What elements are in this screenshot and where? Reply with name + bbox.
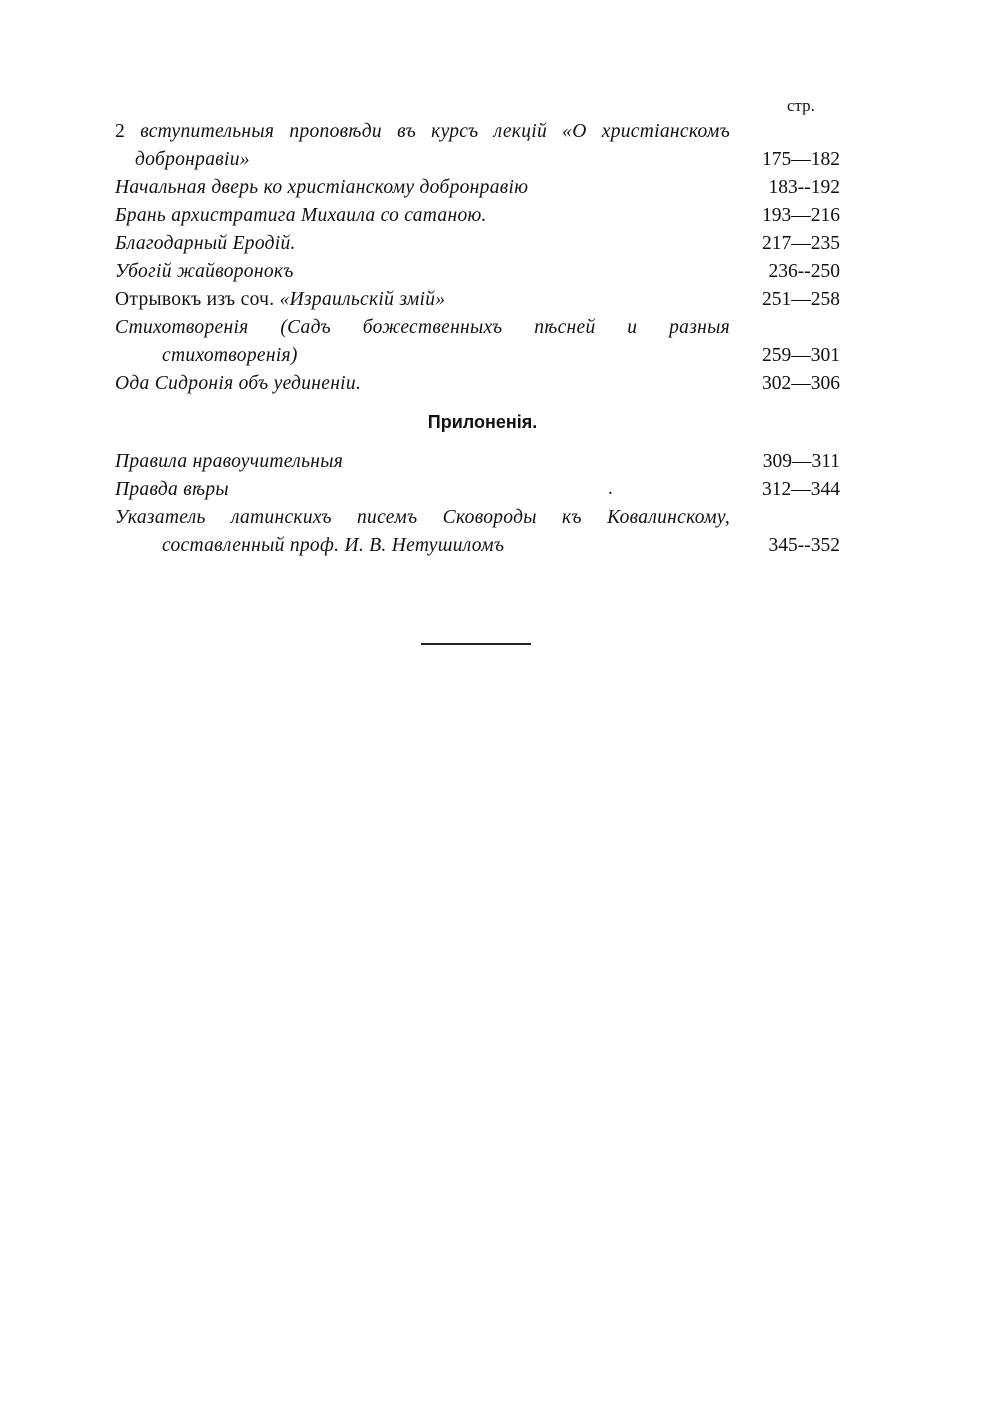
toc-entry bbox=[115, 314, 840, 370]
stray-dot-mark: . bbox=[608, 478, 613, 499]
appendix-heading: Прилоненія. bbox=[427, 412, 538, 432]
toc-entry-prefix: Отрывокъ изъ соч. bbox=[115, 289, 280, 310]
toc-entry-pages: 259—301 bbox=[762, 345, 840, 366]
toc-entry-pages: 302—306 bbox=[762, 373, 840, 394]
toc-entry-pages: 251—258 bbox=[762, 289, 840, 310]
toc-entry-prefix: 2 bbox=[115, 121, 141, 142]
toc-entry bbox=[115, 118, 840, 174]
toc-entry bbox=[115, 476, 840, 504]
toc-entry bbox=[115, 286, 840, 314]
toc-entry bbox=[115, 370, 840, 398]
toc-entry-title: Указатель латинскихъ писемъ Сковороды къ Ковалинскому, составленный проф. И. В. Нетушиломъ bbox=[115, 507, 730, 556]
toc-entry-pages: 309—311 bbox=[762, 451, 840, 472]
pages-column-header: стр. bbox=[787, 96, 815, 115]
toc-entry bbox=[115, 174, 840, 202]
toc-entry bbox=[115, 448, 840, 476]
toc-entry-title: Убогій жайворонокъ bbox=[115, 261, 294, 282]
toc-entry-pages: 312—344 bbox=[762, 479, 840, 500]
toc-appendix bbox=[115, 448, 840, 560]
toc-entry-title: Отрывокъ изъ соч. «Израильскій змій» bbox=[115, 289, 446, 310]
toc-entry-title: Стихотворенія (Садъ божественныхъ пѣсней и разныя стихотворенія) bbox=[115, 317, 730, 366]
toc-entry-title: Ода Сидронія объ уединеніи. bbox=[115, 373, 362, 394]
toc-entry-pages: 236--250 bbox=[768, 261, 840, 282]
toc-entry-title: Благодарный Еродій. bbox=[115, 233, 296, 254]
end-rule-divider bbox=[421, 643, 531, 645]
toc-entry-pages: 217—235 bbox=[762, 233, 840, 254]
toc-entry bbox=[115, 504, 840, 560]
toc-entry-title: Правила нравоучительныя bbox=[115, 451, 344, 472]
toc-entry-pages: 175—182 bbox=[762, 149, 840, 170]
toc-entry-pages: 183--192 bbox=[768, 177, 840, 198]
toc-entry bbox=[115, 202, 840, 230]
toc-entry bbox=[115, 258, 840, 286]
toc-entry-title: Начальная дверь ко христіанскому добронравію bbox=[115, 177, 529, 198]
toc-entry-title: Брань архистратига Михаила со сатаною. bbox=[115, 205, 487, 226]
toc-main bbox=[115, 118, 840, 398]
toc-entry-title: Правда вѣры bbox=[115, 479, 229, 500]
toc-entry-pages: 345--352 bbox=[768, 535, 840, 556]
toc-entry-pages: 193—216 bbox=[762, 205, 840, 226]
toc-entry-title: 2 вступительныя проповѣди въ курсъ лекцій «О христіанскомъ добронравіи» bbox=[115, 121, 730, 170]
toc-entry bbox=[115, 230, 840, 258]
